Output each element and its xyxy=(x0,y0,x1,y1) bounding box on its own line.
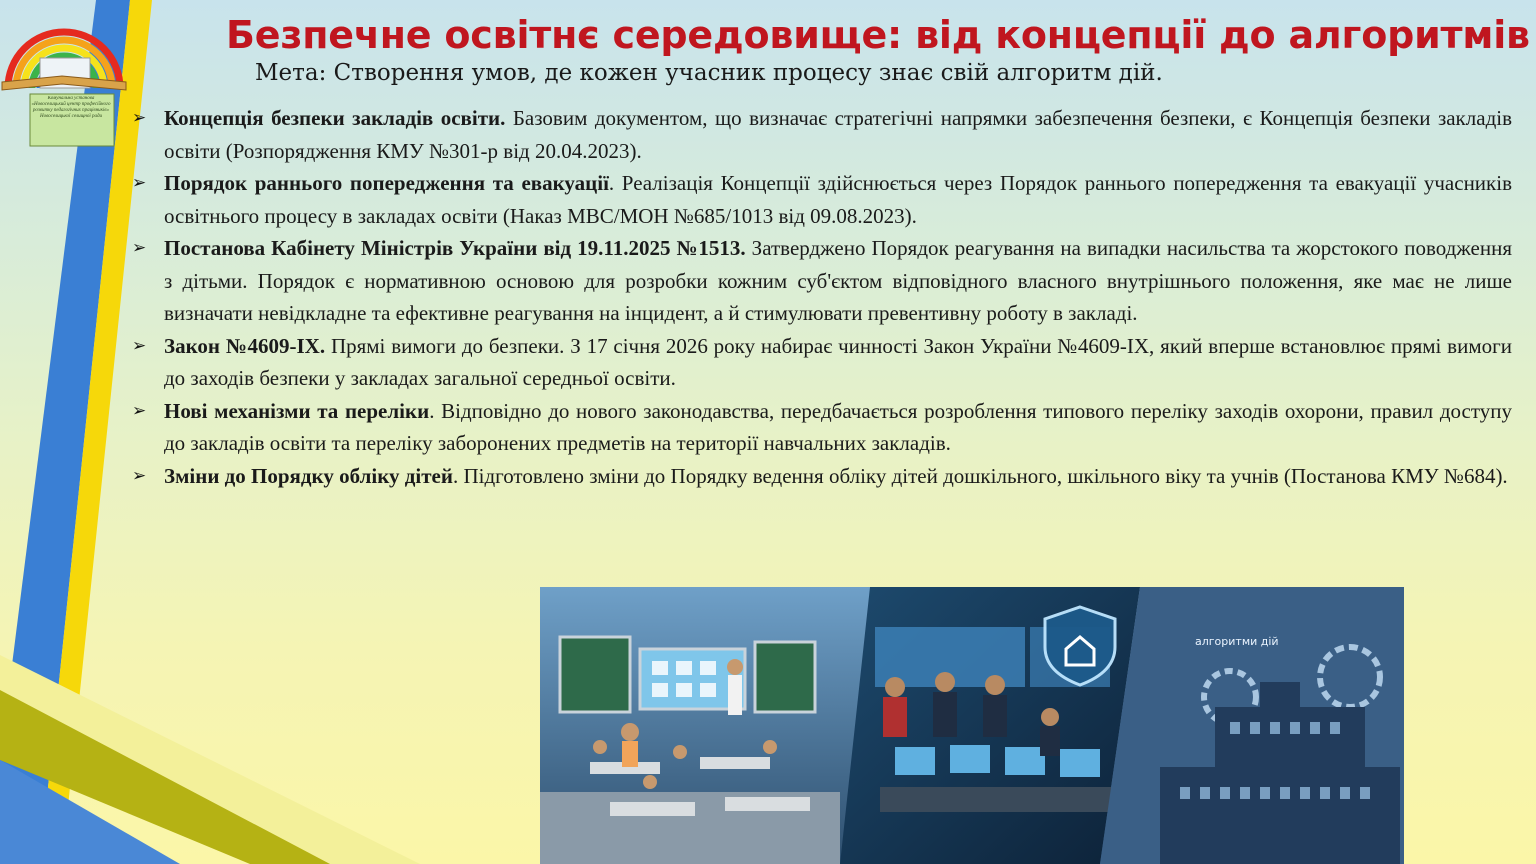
bullet-item xyxy=(130,460,1512,493)
arrow-bullet-icon: ➢ xyxy=(132,173,147,193)
bullet-heading: Постанова Кабінету Міністрів України від 19.11.2025 №1513. xyxy=(164,236,746,260)
bullet-item xyxy=(130,102,1512,167)
arrow-bullet-icon: ➢ xyxy=(132,465,147,486)
illustration-label: алгоритми дій xyxy=(1195,635,1279,648)
bullet-text: Прямі вимоги до безпеки. З 17 січня 2026 року набирає чинності Закон України №4609-IX, який вперше встановлює прямі вимоги до заходів безпеки у закладах загальної середньої освіти. xyxy=(164,333,1512,390)
organization-logo xyxy=(0,0,130,150)
slide-subtitle: Мета: Створення умов, де кожен учасник процесу знає свій алгоритм дій. xyxy=(255,60,1163,86)
bullet-heading: Нові механізми та переліки xyxy=(164,398,430,423)
bullet-list xyxy=(130,102,1512,492)
bullet-item xyxy=(130,232,1512,330)
arrow-bullet-icon: ➢ xyxy=(132,400,147,421)
bullet-heading: Порядок раннього попередження та евакуації xyxy=(164,171,609,195)
safety-illustration xyxy=(540,587,1404,864)
slide-title: Безпечне освітнє середовище: від концепції до алгоритмів xyxy=(226,13,1530,57)
bullet-heading: Закон №4609-IX. xyxy=(164,333,326,358)
bullet-text: . Реалізація Концепції здійснюється через Порядок раннього попередження та евакуації учасників освітнього процесу в закладах освіти (Наказ МВС/МОН №685/1013 від 09.08.2023). xyxy=(164,171,1512,228)
arrow-bullet-icon: ➢ xyxy=(132,108,147,128)
arrow-bullet-icon: ➢ xyxy=(132,335,147,356)
logo-caption: Комунальна установа «Новоселицький центр професійного розвитку педагогічних працівників» Новоселицької селищної ради xyxy=(31,96,111,119)
bullet-heading: Зміни до Порядку обліку дітей xyxy=(164,463,453,488)
bullet-item xyxy=(130,395,1512,460)
arrow-bullet-icon: ➢ xyxy=(132,238,147,258)
bullet-item xyxy=(130,330,1512,395)
bullet-item xyxy=(130,167,1512,232)
bullet-heading: Концепція безпеки закладів освіти. xyxy=(164,106,506,130)
bullet-text: . Підготовлено зміни до Порядку ведення обліку дітей дошкільного, шкільного віку та учнів (Постанова КМУ №684). xyxy=(452,463,1508,488)
bullet-text: . Відповідно до нового законодавства, передбачається розроблення типового переліку заходів охорони, правил доступу до закладів освіти та переліку заборонених предметів на території навчальних закладів. xyxy=(164,398,1512,455)
bullet-text: Затверджено Порядок реагування на випадки насильства та жорстокого поводження з дітьми. Порядок є нормативною основою для розробки кожним суб'єктом відповідного власного внутрішнього положення, яке має не лише визначати невідкладне та ефективне реагування на інцидент, а й стимулювати превентивну роботу в закладі. xyxy=(164,236,1512,325)
bullet-text: Базовим документом, що визначає стратегічні напрямки забезпечення безпеки, є Концепція безпеки закладів освіти (Розпорядження КМУ №301-р від 20.04.2023). xyxy=(164,106,1512,163)
